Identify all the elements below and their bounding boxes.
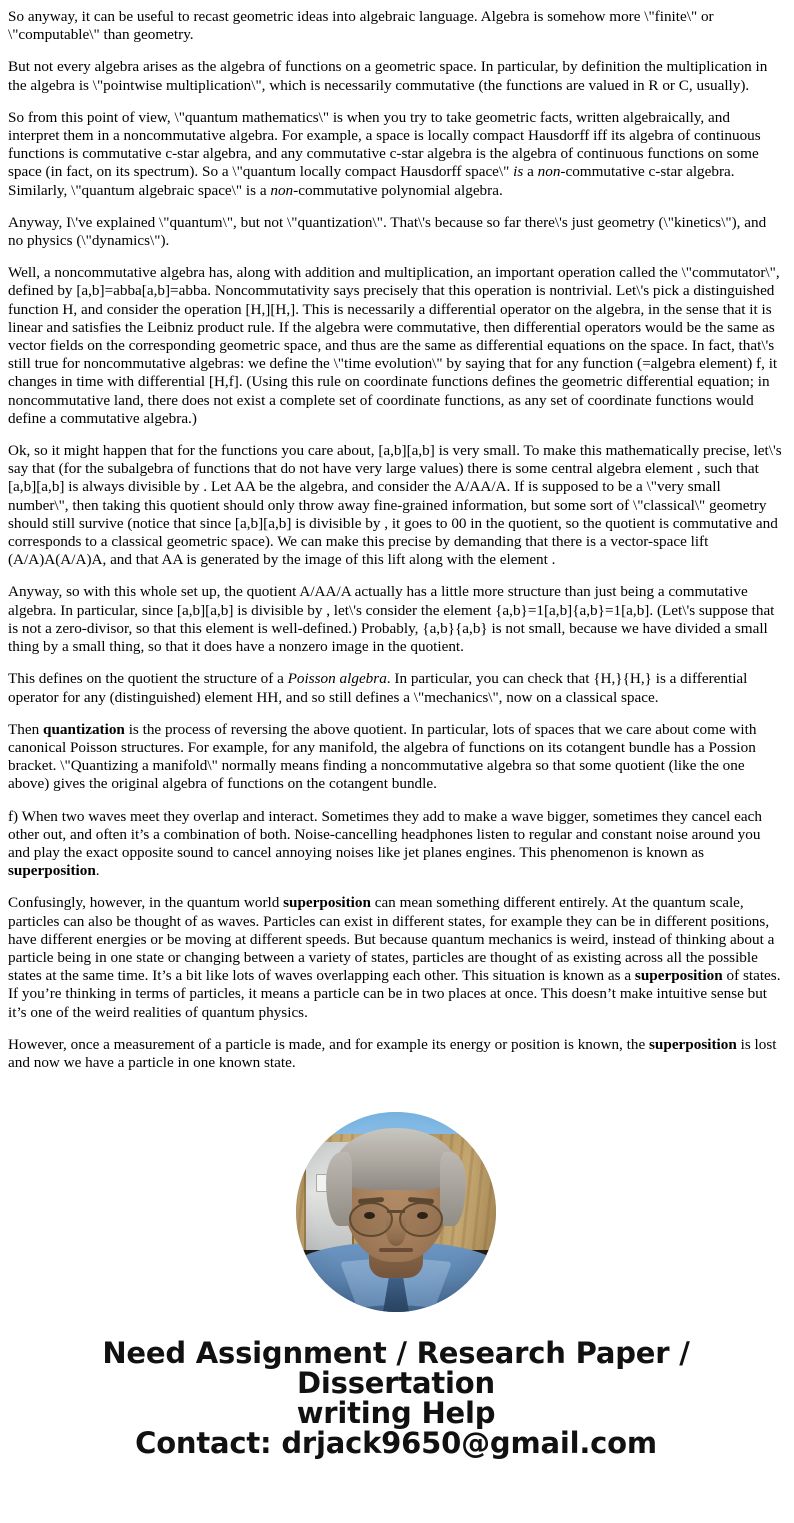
text-run: Ok, so it might happen that for the functions you care about, [a,b][a,b] is very small. To make this mathematically precise, let\'s say that (for the subalgebra of functions that do not have very large values) there is some central algebra element , such that [a,b][a,b] is always divisible by . Let AA be the algebra, and consider the A/AA/A. If is supposed to be a \"very small number\", then taking this quotient should only throw away fine-grained information, but some sort of \"classical\" geometry should still survive (notice that since [a,b][a,b] is divisible by , it goes to 00 in the quotient, so the quotient is commutative and corresponds to a classical geometric space). We can make this precise by demanding that there is a vector-space lift (A/A)A(A/A)A, and that AA is generated by the image of this lift along with the element .: [8, 442, 782, 569]
emphasis-italic: Poisson algebra: [287, 670, 387, 688]
text-run: Anyway, so with this whole set up, the quotient A/AA/A actually has a little more structure than just being a commutative algebra. In particular, since [a,b][a,b] is divisible by , let\'s consider the element {a,b}=1[a,b]{a,b}=1[a,b]. (Let\'s suppose that is not a zero-divisor, so that this element is well-defined.) Probably, {a,b}{a,b} is not small, because we have divided a small thing by a small thing, so that it does have a nonzero image in the quotient.: [8, 583, 775, 656]
text-run: However, once a measurement of a particle is made, and for example its energy or position is known, the: [8, 1035, 650, 1053]
text-run: This defines on the quotient the structure of a: [8, 670, 288, 688]
text-run: .: [95, 862, 100, 880]
p-waves-meet: [8, 808, 784, 881]
text-run: a: [523, 163, 538, 181]
footer-contact-line: Contact: drjack9650@gmail.com: [135, 1426, 657, 1461]
avatar-container: [8, 1112, 784, 1312]
text-run: So anyway, it can be useful to recast geometric ideas into algebraic language. Algebra is somehow more \"finite\" or \"computable\" than geometry.: [8, 8, 714, 44]
text-run: So from this point of view, \"quantum mathematics\" is when you try to take geometric facts, written algebraically, and interpret them in a noncommutative algebra. For example, a space is locally compact Hausdorff iff its algebra of continuous functions is commutative c-star algebra, and any commutative c-star algebra is the algebra of continuous functions on some space (in fact, on its spectrum). So a \"quantum locally compact Hausdorff space\": [8, 108, 761, 181]
p-measurement: [8, 1036, 784, 1072]
p-confusingly-quantum-world: [8, 894, 784, 1021]
text-run: . In particular, you can check that {H,}{H,} is a differential operator for any (distinguished) element HH, and so still defines a \"mechanics\", now on a classical space.: [8, 670, 748, 706]
p-quotient-small: [8, 442, 784, 569]
photo-hair-left-side: [326, 1152, 352, 1226]
article-body: [8, 8, 784, 1072]
footer-heading-line-2: writing Help: [296, 1396, 496, 1431]
p-then-quantization: [8, 721, 784, 794]
text-run: But not every algebra arises as the algebra of functions on a geometric space. In particular, by definition the multiplication in the algebra is \"pointwise multiplication\", which is necessarily commutative (the functions are valued in R or C, usually).: [8, 58, 768, 94]
text-run: -commutative polynomial algebra.: [293, 181, 503, 199]
emphasis-bold: superposition: [8, 862, 96, 880]
footer-heading-line-1: Need Assignment / Research Paper / Dissertation: [102, 1336, 690, 1401]
p-commutator: [8, 264, 784, 428]
text-run: Confusingly, however, in the quantum world: [8, 894, 284, 912]
p-recast-geometric: [8, 8, 784, 44]
emphasis-bold: superposition: [649, 1035, 737, 1053]
photo-mouth: [379, 1248, 413, 1252]
p-poisson-algebra: [8, 670, 784, 706]
emphasis-bold: superposition: [283, 894, 371, 912]
text-run: -commutative c-star algebra. Similarly, \"quantum algebraic space\" is a: [8, 163, 735, 199]
emphasis-italic: is: [513, 163, 524, 181]
p-not-every-algebra: [8, 58, 784, 94]
emphasis-bold: superposition: [634, 967, 723, 985]
footer-heading: [8, 1336, 784, 1461]
text-run: Anyway, I\'ve explained \"quantum\", but not \"quantization\". That\'s because so far there\'s just geometry (\"kinetics\"), and no physics (\"dynamics\").: [8, 213, 767, 250]
avatar: [296, 1112, 496, 1312]
emphasis-bold: quantization: [43, 720, 125, 738]
text-run: can mean something different entirely. At the quantum scale, particles can also be thought of as waves. Particles can exist in different states, for example they can be in different positions, have different energies or be moving at different speeds. But because quantum mechanics is weird, instead of thinking about a particle being in one state or changing between a variety of states, particles are thought of as existing across all the possible states at the same time. It’s a bit like lots of waves overlapping each other. This situation is known as a: [8, 894, 775, 985]
text-run: of states. If you’re thinking in terms of particles, it means a particle can be in two places at once. This doesn’t make intuitive sense but it’s one of the weird realities of quantum physics.: [8, 967, 781, 1021]
p-quantization-not-explained: [8, 214, 784, 250]
text-run: is the process of reversing the above quotient. In particular, lots of spaces that we care about come with canonical Poisson structures. For example, for any manifold, the algebra of functions on its cotangent bundle has a Possion bracket. \"Quantizing a manifold\" normally means finding a noncommutative algebra so that some quotient (like the one above) gives the original algebra of functions on the cotangent bundle.: [8, 720, 757, 793]
text-run: is lost and now we have a particle in one known state.: [8, 1035, 777, 1071]
p-quantum-mathematics: [8, 109, 784, 200]
text-run: Then: [8, 720, 44, 738]
text-run: f) When two waves meet they overlap and interact. Sometimes they add to make a wave bigger, sometimes they cancel each other out, and often it’s a combination of both. Noise-cancelling headphones listen to regular and constant noise around you and play the exact opposite sound to cancel annoying noises like jet planes engines. This phenomenon is known as: [8, 807, 762, 861]
photo-eyeglass-bridge: [387, 1210, 405, 1212]
text-run: Well, a noncommutative algebra has, along with addition and multiplication, an important operation called the \"commutator\", defined by [a,b]=abba[a,b]=abba. Noncommutativity says precisely that this operation is nontrivial. Let\'s pick a distinguished function H, and consider the operation [H,][H,]. This is necessarily a differential operator on the algebra, in the sense that it is linear and satisfies the Leibniz product rule. If the algebra were commutative, then differential operators would be the same as vector fields on the corresponding geometric space, and thus are the same as differential equations on the space. In fact, that\'s still true for noncommutative algebras: we define the \"time evolution\" by saying that for any function (=algebra element) f, it changes in time with differential [H,f]. (Using this rule on coordinate functions defines the geometric differential equation; in noncommutative land, there does not exist a complete set of coordinate functions, as any set of coordinate functions would define a commutative algebra.): [8, 264, 780, 427]
photo-nose: [386, 1216, 406, 1246]
emphasis-italic: non: [270, 181, 294, 199]
emphasis-italic: non: [537, 163, 561, 181]
p-more-structure: [8, 583, 784, 656]
